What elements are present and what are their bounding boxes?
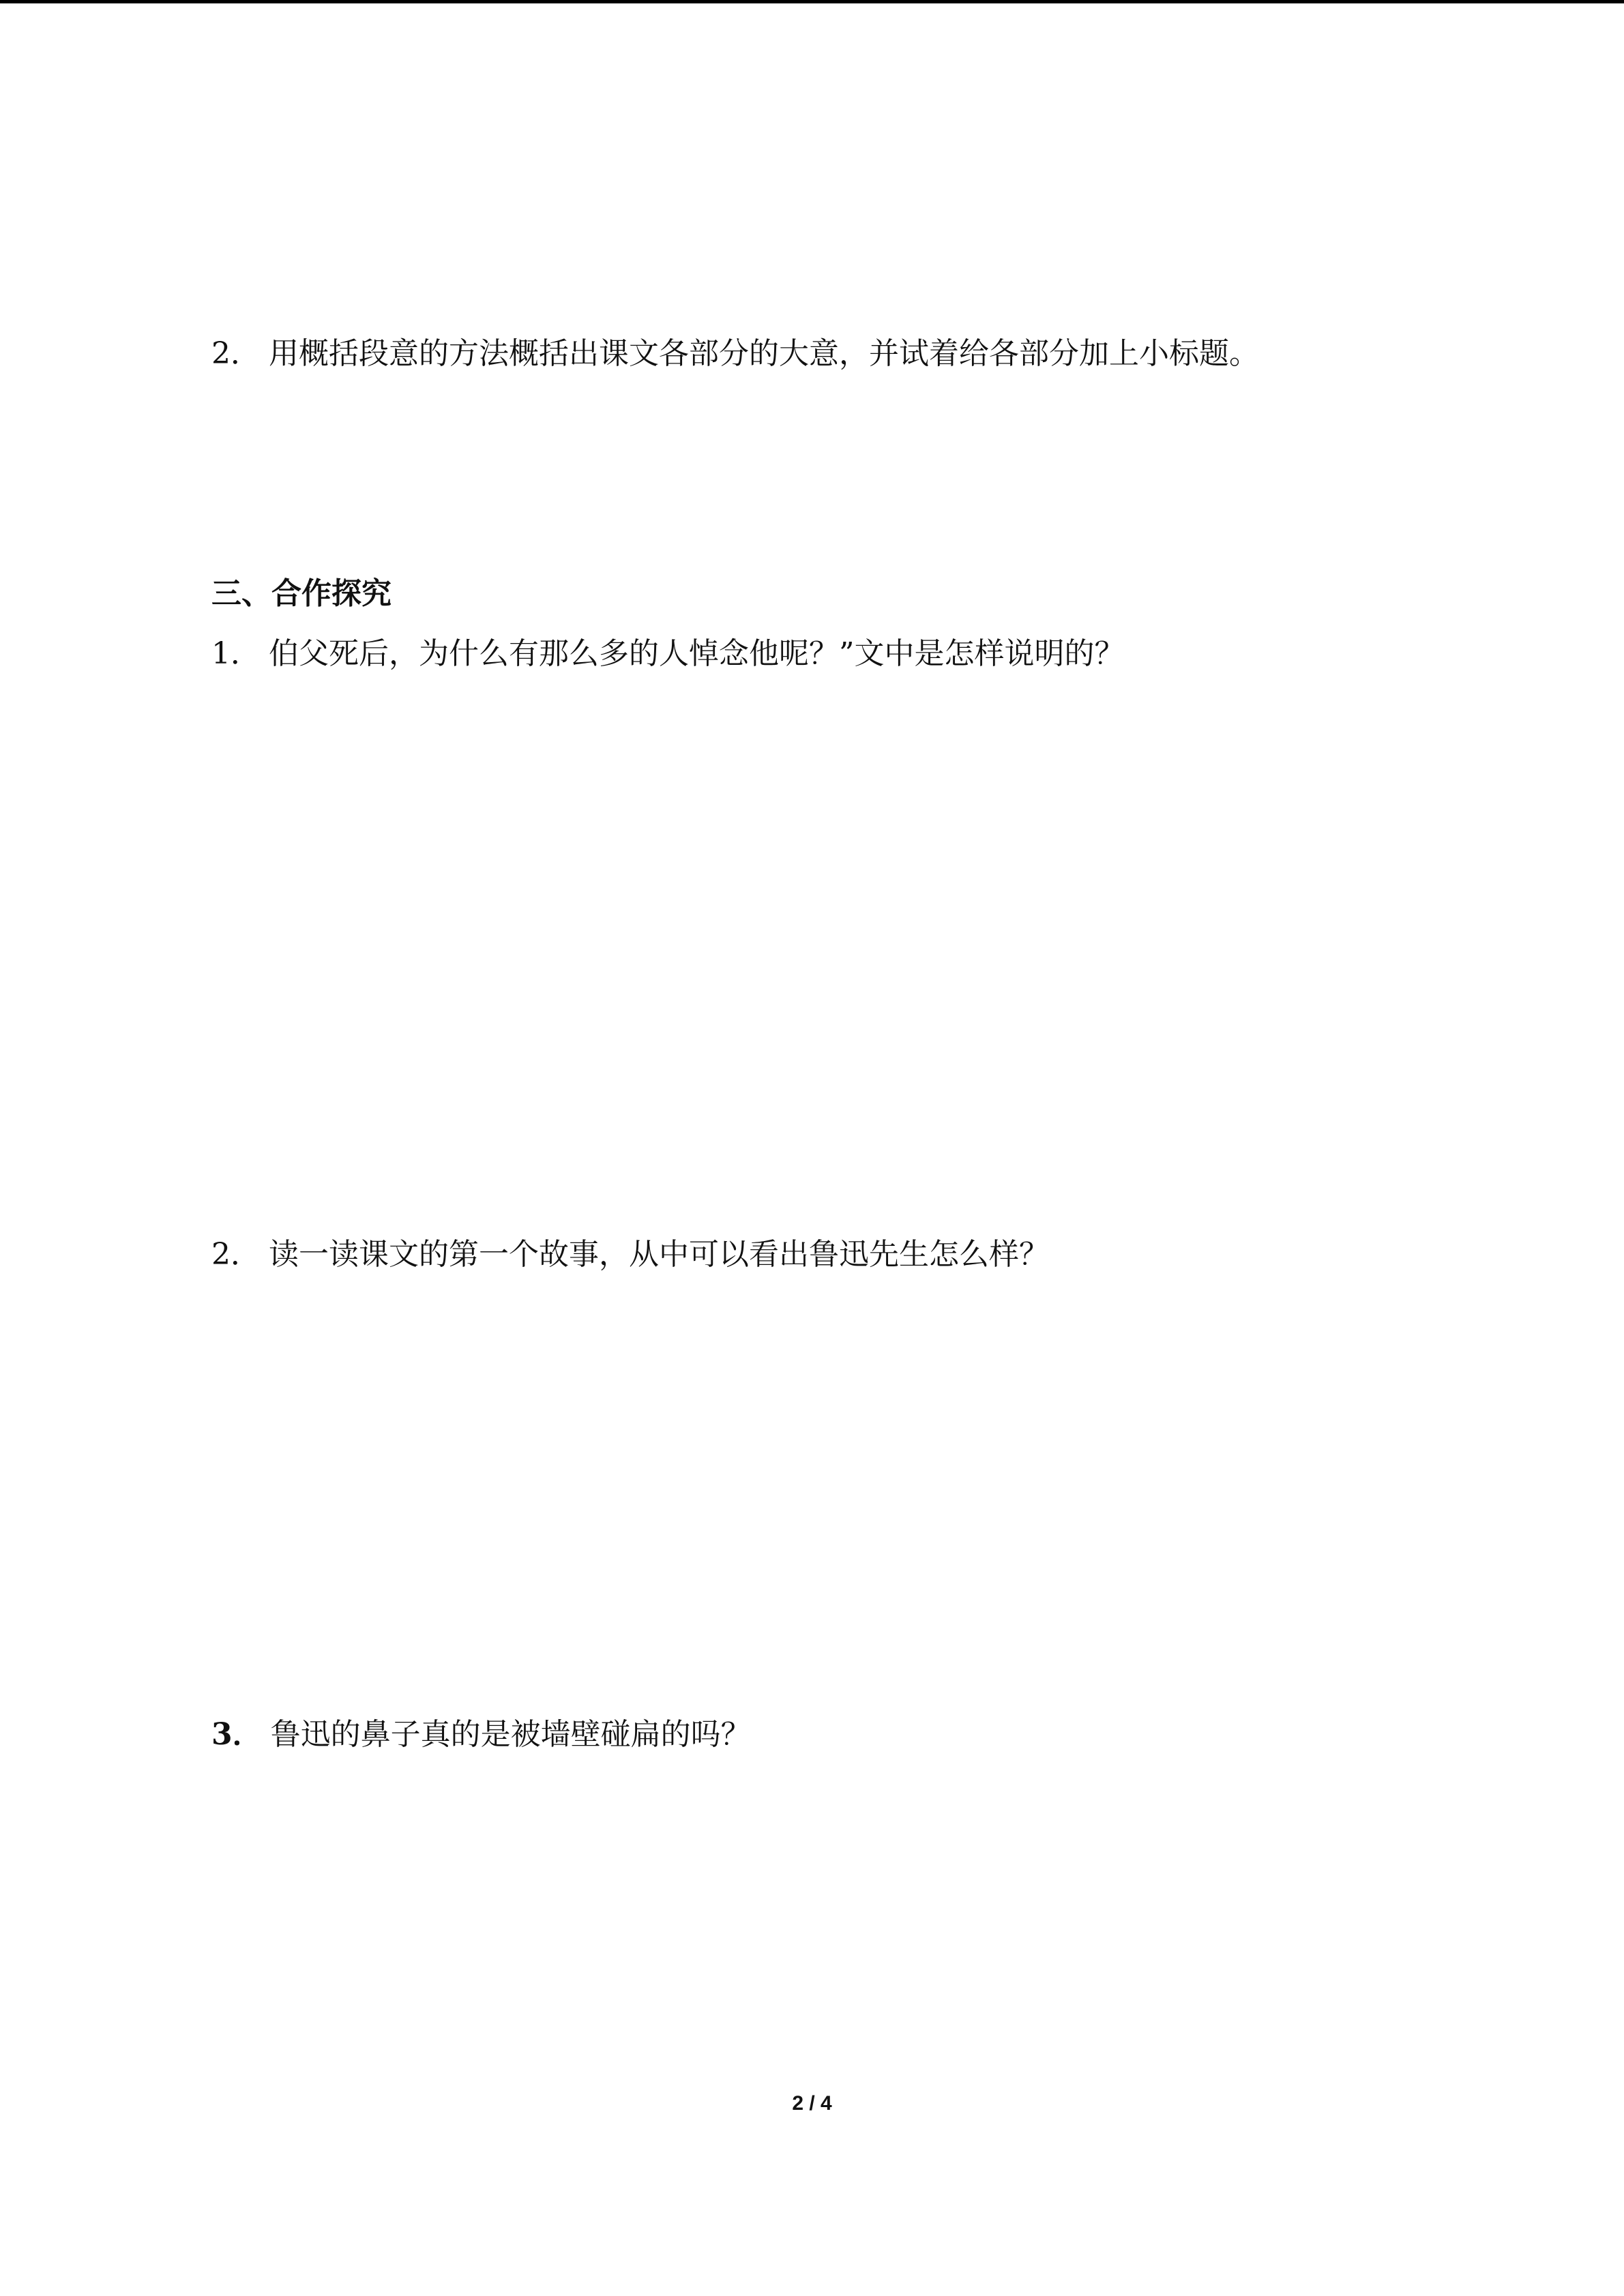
question-first-story [211,1237,1049,1273]
page-number: 2 / 4 [792,2092,832,2115]
question-number: 2． [211,1237,261,1272]
question-number: 3． [211,1717,263,1752]
question-text: 鲁迅的鼻子真的是被墙壁碰扁的吗？ [270,1717,751,1752]
question-number: 2． [211,336,261,371]
question-summary [211,336,1259,372]
question-text: 伯父死后，为什么有那么多的人悼念他呢？”文中是怎样说明的？ [269,636,1125,671]
question-number: 1． [211,636,261,671]
page-top-border [0,0,1624,3]
question-mourning [211,636,1125,672]
section-heading: 三、合作探究 [211,576,392,611]
question-text: 用概括段意的方法概括出课文各部分的大意，并试着给各部分加上小标题。 [269,336,1259,371]
question-text: 读一读课文的第一个故事，从中可以看出鲁迅先生怎么样？ [269,1237,1049,1272]
question-nose [211,1717,751,1753]
